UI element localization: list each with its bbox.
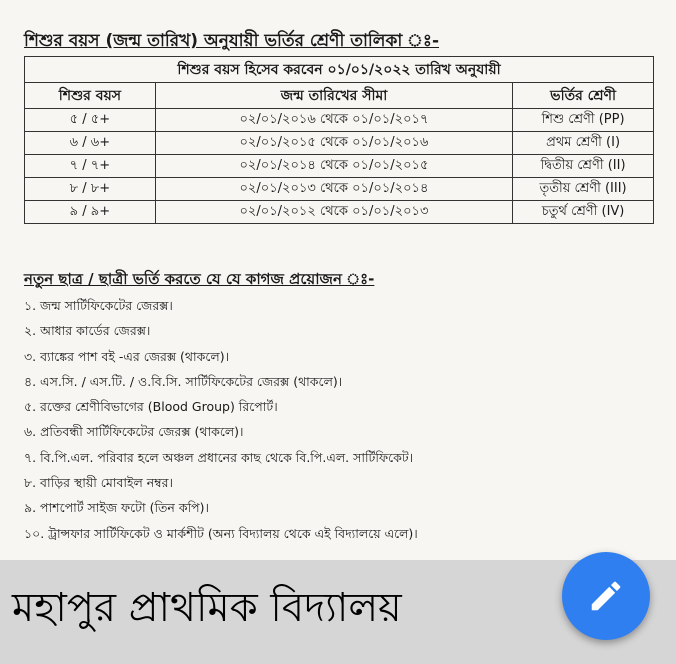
cell-class: প্রথম শ্রেণী (I) [513,132,654,155]
cell-date-range: ০২/০১/২০১৫ থেকে ০১/০১/২০১৬ [155,132,512,155]
pencil-icon [587,577,625,615]
admission-table [24,56,654,224]
cell-class: তৃতীয় শ্রেণী (III) [513,178,654,201]
header-age: শিশুর বয়স [25,83,156,109]
school-name: মহাপুর প্রাথমিক বিদ্যালয় [12,585,402,631]
cell-age: ৮ / ৮+ [25,178,156,201]
table-row [25,109,654,132]
cell-age: ৯ / ৯+ [25,201,156,224]
table-caption: শিশুর বয়স হিসেব করবেন ০১/০১/২০২২ তারিখ অনুযায়ী [25,57,654,83]
table-row [25,132,654,155]
list-item: ৬. প্রতিবন্ধী সার্টিফিকেটের জেরক্স (থাকলে)। [24,424,244,440]
header-date-range: জন্ম তারিখের সীমা [155,83,512,109]
list-item: ১. জন্ম সার্টিফিকেটের জেরক্স। [24,298,173,313]
cell-date-range: ০২/০১/২০১২ থেকে ০১/০১/২০১৩ [155,201,512,224]
cell-class: চতুর্থ শ্রেণী (IV) [513,201,654,224]
cell-class: শিশু শ্রেণী (PP) [513,109,654,132]
table-row [25,178,654,201]
documents-list [24,293,664,546]
table-row [25,201,654,224]
notice-heading: শিশুর বয়স (জন্ম তারিখ) অনুযায়ী ভর্তির শ্রেণী তালিকা ঃ- [24,31,440,51]
list-item: ৪. এস.সি. / এস.টি. / ও.বি.সি. সার্টিফিকেটের জেরক্স (থাকলে)। [24,373,343,389]
table-header-row [25,83,654,109]
list-item: ১০. ট্রান্সফার সার্টিফিকেট ও মার্কশীট (অন্য বিদ্যালয় থেকে এই বিদ্যালয়ে এলে)। [24,525,418,541]
list-item: ৭. বি.পি.এল. পরিবার হলে অঞ্চল প্রধানের কাছ থেকে বি.পি.এল. সার্টিফিকেট। [24,449,414,465]
cell-date-range: ০২/০১/২০১৩ থেকে ০১/০১/২০১৪ [155,178,512,201]
list-item: ৮. বাড়ির স্থায়ী মোবাইল নম্বর। [24,475,173,491]
documents-heading: নতুন ছাত্র / ছাত্রী ভর্তি করতে যে যে কাগজ প্রয়োজন ঃ- [24,270,375,288]
cell-age: ৭ / ৭+ [25,155,156,178]
table-caption-row [25,57,654,83]
list-item: ২. আধার কার্ডের জেরক্স। [24,323,151,339]
table-row [25,155,654,178]
cell-class: দ্বিতীয় শ্রেণী (II) [513,155,654,178]
cell-date-range: ০২/০১/২০১৬ থেকে ০১/০১/২০১৭ [155,109,512,132]
cell-age: ৬ / ৬+ [25,132,156,155]
list-item: ৩. ব্যাঙ্কের পাশ বই -এর জেরক্স (থাকলে)। [24,348,230,364]
cell-date-range: ০২/০১/২০১৪ থেকে ০১/০১/২০১৫ [155,155,512,178]
list-item: ৯. পাশপোর্ট সাইজ ফটো (তিন কপি)। [24,500,210,516]
edit-fab-button[interactable] [562,552,650,640]
header-class: ভর্তির শ্রেণী [513,83,654,109]
cell-age: ৫ / ৫+ [25,109,156,132]
list-item: ৫. রক্তের শ্রেণীবিভাগের (Blood Group) রিপোর্ট। [24,399,278,415]
